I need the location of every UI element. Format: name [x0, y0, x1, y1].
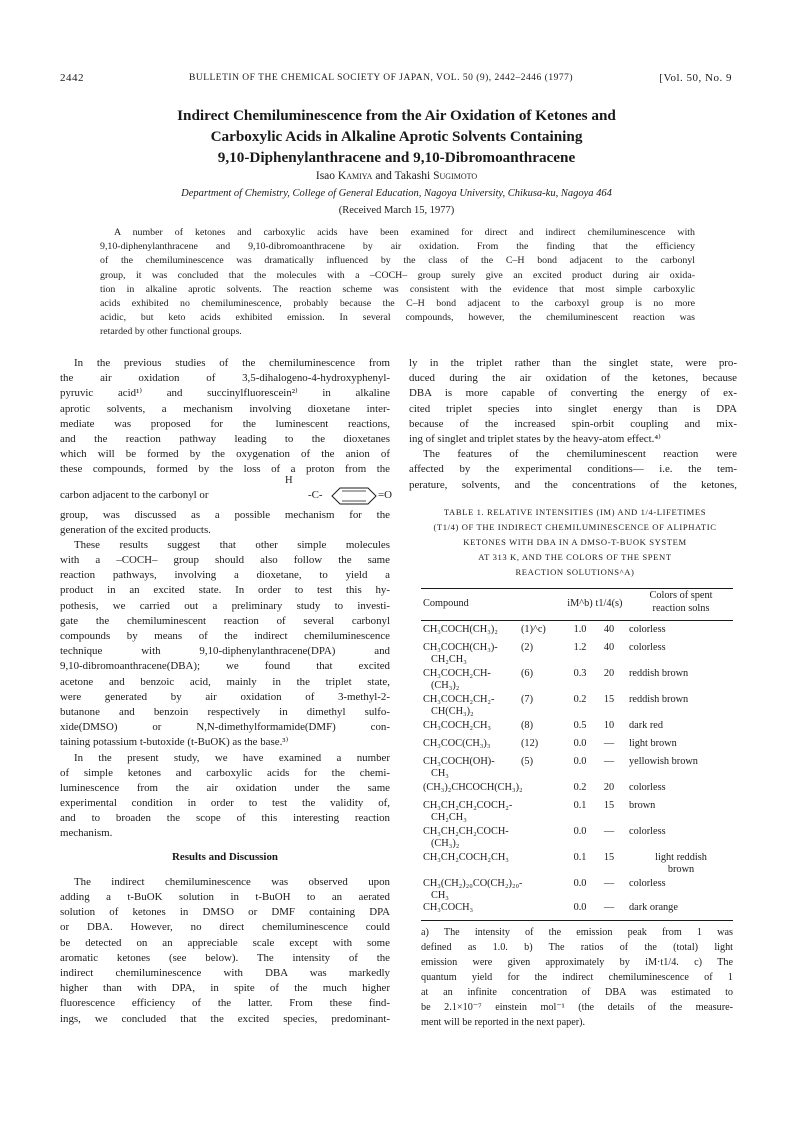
body-line: and the reaction pathway leading to the dioxetanes	[60, 432, 390, 445]
cell-color: reddish brown	[629, 694, 689, 705]
note-line: a) The intensity of the emission peak from 1 was	[421, 927, 733, 938]
cell-t14: 15	[603, 800, 615, 811]
col-header-t14: t1/4(s)	[595, 598, 623, 609]
body-line: acetone and benzoic acid, mainly in the triplet state,	[60, 675, 390, 688]
body-line: taining potassium t-butoxide (t-BuOK) as the base.³⁾	[60, 736, 289, 749]
cell-color: brown	[629, 800, 656, 811]
cell-t14: 15	[603, 852, 615, 863]
author-2-first: Takashi	[394, 170, 431, 182]
volume-info: [Vol. 50, No. 9	[659, 72, 732, 84]
cell-im: 0.2	[573, 782, 587, 793]
body-line: indirect chemiluminescence with DBA was markedly	[60, 966, 390, 979]
body-line: affected by the experimental conditions— i.e. the tem-	[409, 463, 737, 476]
cell-im: 1.0	[573, 624, 587, 635]
cell-t14: —	[603, 902, 615, 913]
col-header-color-1: Colors of spent	[649, 590, 713, 601]
cell-im: 0.0	[573, 902, 587, 913]
note-line: be 2.1×10⁻⁷ einstein mol⁻¹ (the details of the measure-	[421, 1002, 733, 1013]
cell-t14: —	[603, 756, 615, 767]
compound-formula-cont: CH₂CH₃	[431, 654, 467, 665]
body-line: solution of ketones in DMSO or DMF containing DPA	[60, 906, 390, 919]
title-line: Indirect Chemiluminescence from the Air Oxidation of Ketones and	[177, 107, 616, 124]
abstract-line: tion in alkaline aprotic solvents. The reaction scheme was consistent with the evidence that most simple carboxylic	[100, 283, 695, 295]
abstract-line: acidic, but keto acids exhibited emission. In several compounds, however, the chemiluminescent reaction was	[100, 312, 695, 324]
cell-color: colorless	[629, 642, 666, 653]
cell-t14: 40	[603, 624, 615, 635]
cell-im: 0.1	[573, 800, 587, 811]
body-line: aromatic ketones (see below). The intensity of the	[60, 951, 390, 964]
compound-formula: CH₃COC(CH₃)₃	[423, 738, 491, 749]
body-line: ly in the triplet rather than the singlet state, were pro-	[409, 357, 737, 369]
col-header-compound: Compound	[423, 598, 469, 609]
body-line: group, was discussed as a possible mechanism for the	[60, 508, 390, 521]
body-line: be detected on an appreciable scale except with some	[60, 936, 390, 949]
caption-line: KETONES WITH DBA IN A DMSO-T-BUOK SYSTEM	[463, 537, 687, 547]
compound-formula-cont: CH₃	[431, 768, 449, 779]
body-line: DBA is more capable of converting the energy of ex-	[409, 387, 737, 400]
body-line: mediate was proposed for the luminescent reactions,	[60, 417, 390, 430]
body-line: These results suggest that other simple molecules	[74, 538, 390, 551]
col-header-color-2: reaction solns	[652, 603, 710, 614]
body-line: The features of the chemiluminescent reaction were	[423, 448, 737, 461]
compound-formula-cont: CH₂CH₃	[431, 812, 467, 823]
compound-formula: (CH₃)₂CHCOCH(CH₃)₂	[423, 782, 523, 793]
body-line: aprotic solvents, a mechanism involving dioxetane inter-	[60, 402, 390, 415]
article-title	[80, 105, 713, 168]
caption-line: AT 313 K, AND THE COLORS OF THE SPENT	[478, 552, 672, 562]
body-line: cited triplet species into singlet energy than is DPA	[409, 402, 737, 415]
cell-im: 0.0	[573, 878, 587, 889]
title-line: 9,10-Diphenylanthracene and 9,10-Dibromoanthracene	[217, 149, 576, 166]
note-line: ment will be reported in the next paper).	[421, 1017, 586, 1028]
received-date: (Received March 15, 1977)	[338, 205, 455, 216]
cell-color: dark orange	[629, 902, 678, 913]
table-rule-mid	[421, 620, 733, 621]
body-line: or DBA. However, no direct chemiluminescence could	[60, 921, 390, 934]
struct-c-label: -C-	[308, 488, 323, 501]
body-line: ing of singlet and triplet states by the heavy-atom effect.⁴⁾	[409, 432, 661, 445]
body-line: reaction pathways, involving a dioxetane, to yield a	[60, 569, 390, 582]
affiliation: Department of Chemistry, College of General Education, Nagoya University, Chikusa-ku, Nagoya 464	[181, 188, 612, 199]
right-column	[409, 356, 737, 493]
body-line: 9,10-dibromoanthracene(DBA); we found that excited	[60, 660, 390, 673]
compound-formula: CH₃CH₂COCH₂CH₃	[423, 852, 509, 863]
compound-formula: CH₃COCH(OH)-	[423, 756, 495, 767]
body-line: technique with 9,10-diphenylanthracene(DPA) and	[60, 645, 390, 658]
structure-line	[60, 488, 393, 508]
cell-t14: 10	[603, 720, 615, 731]
compound-formula: CH₃COCH₂CH₂-	[423, 694, 495, 705]
compound-formula-cont: (CH₃)₂	[431, 838, 460, 849]
compound-number: (7)	[521, 694, 534, 705]
cell-t14: 40	[603, 642, 615, 653]
body-line: gate the chemiluminescent reaction of several carbonyl	[60, 614, 390, 627]
body-line: higher than with DPA, in spite of the much higher	[60, 982, 390, 995]
body-line: generation of the excited products.	[60, 523, 211, 536]
cell-im: 0.0	[573, 738, 587, 749]
cell-color: dark red	[629, 720, 664, 731]
abstract-line: of the chemiluminescence was dramatically influenced by the class of the C–H bond adjacent to the carbonyl	[100, 255, 695, 267]
cell-color: reddish brown	[629, 668, 689, 679]
benzene-ring-icon	[330, 486, 378, 506]
body-line: were generated by air oxidation of 3-methyl-2-	[60, 690, 390, 703]
body-line: and to broaden the scope of this interesting reaction	[60, 812, 390, 825]
author-and: and	[375, 170, 392, 182]
body-line: of simple ketones and carboxylic acids for the chemi-	[60, 766, 390, 779]
body-line: xide(DMSO) or N,N-dimethylformamide(DMF) con-	[60, 721, 390, 734]
cell-t14: 20	[603, 668, 615, 679]
page-number: 2442	[60, 72, 84, 84]
body-line: duced during the air oxidation of the ketones, because	[409, 372, 737, 385]
struct-h-label: H	[285, 475, 293, 486]
body-line: pyruvic acid¹⁾ and succinylfluorescein²⁾ in alkaline	[60, 387, 390, 400]
table-rule-top	[421, 588, 733, 589]
struct-text: carbon adjacent to the carbonyl or	[60, 488, 209, 501]
compound-formula-cont: CH₃	[431, 890, 449, 901]
note-line: emission were given approximately by iM·t1/4. c) The	[421, 957, 733, 968]
abstract-line: group, it was concluded that the molecules with a –COCH– group surely give an excited product during air oxida-	[100, 269, 695, 281]
body-line: ings, we concluded that the excited species, predominant-	[60, 1012, 390, 1025]
compound-formula-cont: (CH₃)₂	[431, 680, 460, 691]
body-line: with a –COCH– group should also follow the same	[60, 554, 390, 567]
compound-number: (5)	[521, 756, 534, 767]
col-header-im: iM^b)	[567, 598, 593, 609]
compound-formula: CH₃COCH(CH₃)₂	[423, 624, 498, 635]
abstract-line: 9,10-diphenylanthracene and 9,10-dibromoanthracene by air oxidation. From the finding that the efficiency	[100, 241, 695, 253]
abstract-line: acids exhibited no chemiluminescence, probably because the C–H bond adjacent to the carboxyl group is no more	[100, 298, 695, 310]
body-line: perature, solvents, and the concentrations of the ketones,	[409, 478, 737, 491]
body-line: which will be formed by the oxygenation of the anion of	[60, 448, 390, 461]
cell-im: 1.2	[573, 642, 587, 653]
caption-line: REACTION SOLUTIONS^A)	[515, 567, 635, 577]
cell-t14: 15	[603, 694, 615, 705]
body-line: In the present study, we have examined a number	[74, 751, 390, 764]
cell-color-cont: brown	[667, 864, 695, 875]
compound-formula: CH₃COCH₂CH-	[423, 668, 491, 679]
author-1-first: Isao	[315, 170, 336, 182]
cell-im: 0.5	[573, 720, 587, 731]
author-1-last: Kamiya	[337, 170, 373, 182]
cell-t14: —	[603, 738, 615, 749]
running-header	[60, 72, 732, 88]
compound-formula: CH₃CH₂CH₂COCH-	[423, 826, 509, 837]
cell-t14: 20	[603, 782, 615, 793]
authors	[0, 170, 793, 182]
cell-t14: —	[603, 826, 615, 837]
body-line: mechanism.	[60, 827, 113, 840]
author-2-last: Sugimoto	[433, 170, 478, 182]
cell-im: 0.0	[573, 826, 587, 837]
compound-number: (8)	[521, 720, 534, 731]
cell-color: colorless	[629, 624, 666, 635]
cell-im: 0.2	[573, 694, 587, 705]
body-line: fluorescence efficiency of the latter. From these find-	[60, 997, 390, 1010]
table-caption	[420, 505, 730, 580]
compound-number: (2)	[521, 642, 534, 653]
cell-t14: —	[603, 878, 615, 889]
left-column	[60, 356, 393, 1027]
compound-formula: CH₃COCH₃	[423, 902, 474, 913]
cell-im: 0.1	[573, 852, 587, 863]
section-heading: Results and Discussion	[172, 850, 278, 863]
cell-im: 0.3	[573, 668, 587, 679]
body-line: butanone and benzoin respectively in dimethyl sulfo-	[60, 705, 390, 718]
body-line: pothesis, we carried out a preliminary study to investi-	[60, 599, 390, 612]
abstract	[100, 226, 695, 340]
body-line: because of the increased spin-orbit coupling and mix-	[409, 417, 737, 430]
caption-line: TABLE 1. RELATIVE INTENSITIES (IM) AND 1/4-LIFETIMES	[443, 507, 707, 517]
compound-formula: CH₃COCH(CH₃)-	[423, 642, 498, 653]
body-line: The indirect chemiluminescence was observed upon	[74, 875, 390, 888]
struct-o-label: =O	[378, 488, 393, 501]
compound-formula: CH₃COCH₂CH₃	[423, 720, 491, 731]
body-line: the air oxidation of 3,5-dihalogeno-4-hydroxyphenyl-	[60, 372, 390, 385]
cell-color: colorless	[629, 826, 666, 837]
table-rule-bottom	[421, 920, 733, 921]
title-line: Carboxylic Acids in Alkaline Aprotic Solvents Containing	[210, 128, 583, 145]
cell-color: colorless	[629, 782, 666, 793]
compound-formula: CH₃(CH₂)₂₀CO(CH₂)₂₀-	[423, 878, 523, 889]
body-line: product in an excited state. In order to test this hy-	[60, 584, 390, 597]
journal-citation: BULLETIN OF THE CHEMICAL SOCIETY OF JAPAN, VOL. 50 (9), 2442–2446 (1977)	[189, 73, 573, 83]
body-line: adding a t-BuOK solution in t-BuOH to an aerated	[60, 891, 390, 904]
cell-color: colorless	[629, 878, 666, 889]
cell-color: light brown	[629, 738, 677, 749]
table-notes	[421, 925, 733, 1030]
note-line: quantum yield for the indirect chemiluminescence of 1	[421, 972, 733, 983]
body-line: In the previous studies of the chemiluminescence from	[74, 357, 390, 369]
abstract-line: A number of ketones and carboxylic acids have been examined for direct and indirect chemiluminescence with	[114, 227, 695, 238]
body-line: luminescence from the air oxidation under the same	[60, 781, 390, 794]
abstract-line: retarded by other functional groups.	[100, 326, 242, 338]
compound-number: (6)	[521, 668, 534, 679]
caption-line: (T1/4) OF THE INDIRECT CHEMILUMINESCENCE OF ALIPHATIC	[433, 522, 717, 532]
cell-color: light reddish	[655, 852, 707, 863]
cell-im: 0.0	[573, 756, 587, 767]
compound-number: (1)^c)	[521, 624, 546, 635]
body-line: compounds by means of the indirect chemiluminescence	[60, 630, 390, 642]
compound-number: (12)	[521, 738, 539, 749]
cell-color: yellowish brown	[629, 756, 698, 767]
note-line: at an infinite concentration of DBA was estimated to	[421, 987, 733, 998]
compound-formula-cont: CH(CH₃)₂	[431, 706, 474, 717]
phenol-structure	[308, 486, 398, 506]
compound-formula: CH₃CH₂CH₂COCH₂-	[423, 800, 513, 811]
body-line: these compounds, formed by the loss of a proton from the	[60, 463, 390, 476]
note-line: defined as 1.0. b) The ratios of the (total) light	[421, 942, 733, 953]
body-line: experimental condition in order to test the validity of,	[60, 797, 390, 810]
